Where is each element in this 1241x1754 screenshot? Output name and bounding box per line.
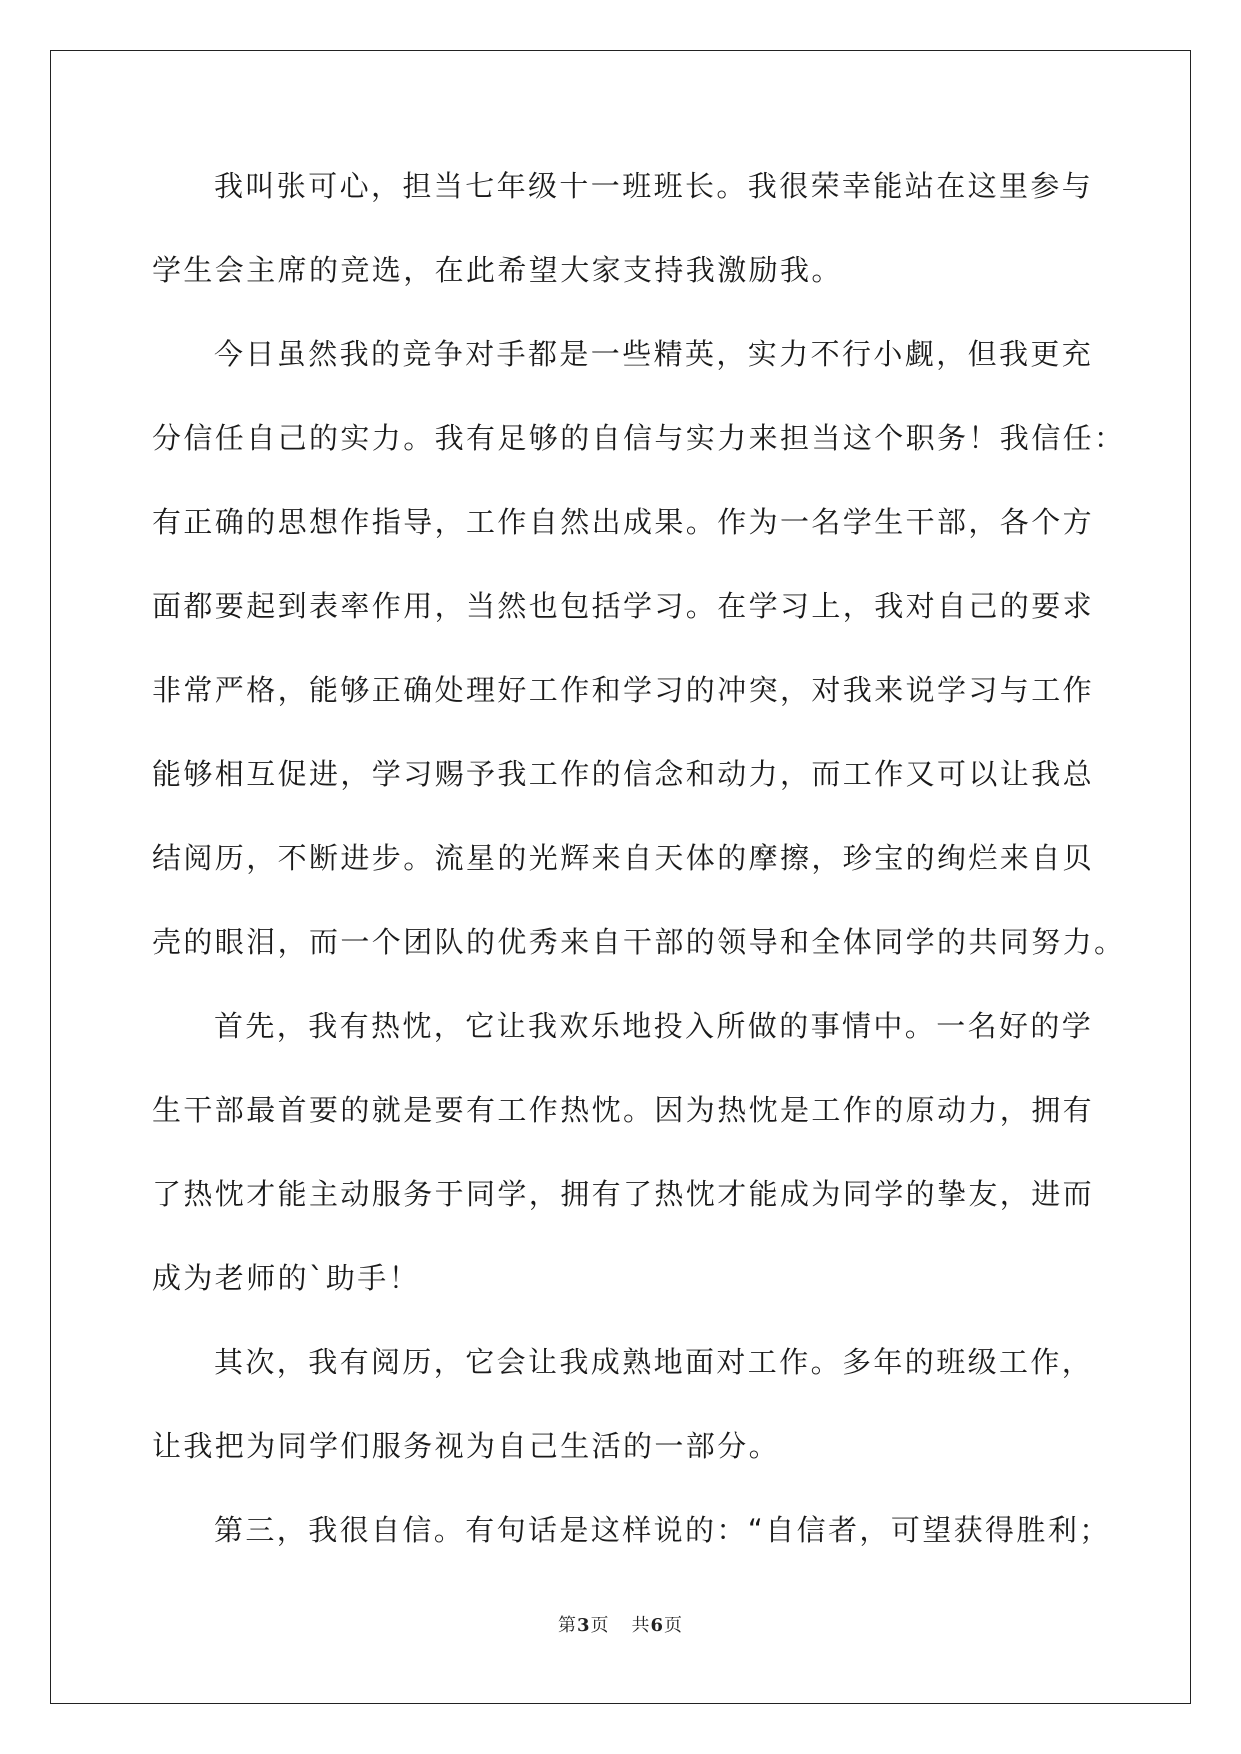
- text-line: 了热忱才能主动服务于同学，拥有了热忱才能成为同学的挚友，进而: [152, 1177, 1095, 1211]
- text-line: 我叫张可心，担当七年级十一班班长。我很荣幸能站在这里参与: [214, 169, 1094, 203]
- text-line: 面都要起到表率作用，当然也包括学习。在学习上，我对自己的要求: [152, 589, 1095, 623]
- text-line: 让我把为同学们服务视为自己生活的一部分。: [152, 1429, 781, 1463]
- text-line: 有正确的思想作指导，工作自然出成果。作为一名学生干部，各个方: [152, 505, 1095, 539]
- page-footer: [0, 1611, 1241, 1637]
- text-line: 成为老师的`助手！: [152, 1261, 421, 1295]
- document-body: [152, 160, 1126, 1588]
- text-line: 首先，我有热忱，它让我欢乐地投入所做的事情中。一名好的学: [214, 1009, 1094, 1043]
- footer-total-suffix: 页: [664, 1615, 684, 1636]
- text-line: 非常严格，能够正确处理好工作和学习的冲突，对我来说学习与工作: [152, 673, 1095, 707]
- footer-total-pages: 6: [650, 1615, 665, 1636]
- text-line: 生干部最首要的就是要有工作热忱。因为热忱是工作的原动力，拥有: [152, 1093, 1095, 1127]
- footer-total-prefix: 共: [631, 1615, 651, 1636]
- text-line: 今日虽然我的竞争对手都是一些精英，实力不行小觑，但我更充: [214, 337, 1094, 371]
- text-line: 能够相互促进，学习赐予我工作的信念和动力，而工作又可以让我总: [152, 757, 1095, 791]
- text-line: 结阅历，不断进步。流星的光辉来自天体的摩擦，珍宝的绚烂来自贝: [152, 841, 1095, 875]
- footer-current-page: 3: [576, 1615, 591, 1636]
- text-line: 学生会主席的竞选，在此希望大家支持我激励我。: [152, 253, 843, 287]
- text-line: 第三，我很自信。有句话是这样说的：“自信者，可望获得胜利；: [214, 1513, 1111, 1547]
- text-line: 壳的眼泪，而一个团队的优秀来自干部的领导和全体同学的共同努力。: [152, 925, 1126, 959]
- footer-page-prefix: 第: [557, 1615, 577, 1636]
- footer-page-suffix: 页: [590, 1615, 610, 1636]
- text-line: 分信任自己的实力。我有足够的自信与实力来担当这个职务！我信任：: [152, 421, 1126, 455]
- text-line: 其次，我有阅历，它会让我成熟地面对工作。多年的班级工作，: [214, 1345, 1094, 1379]
